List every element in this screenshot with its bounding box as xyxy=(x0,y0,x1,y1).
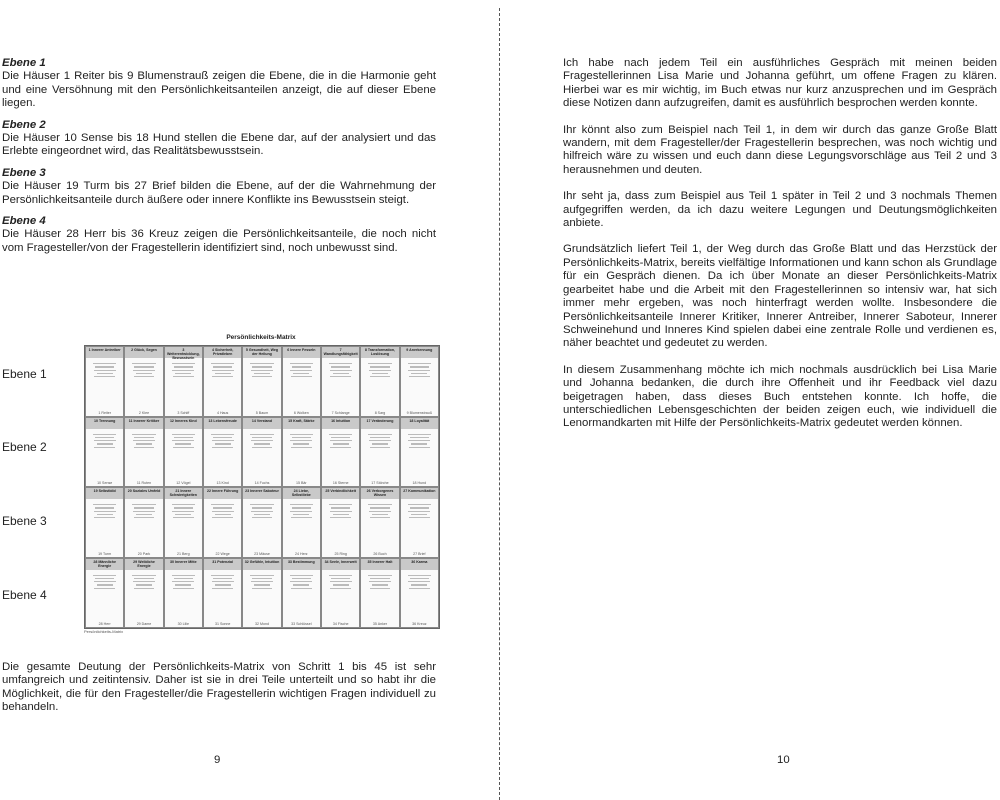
matrix-cell-text xyxy=(165,570,202,594)
matrix-cell-head: 9 Anerkennung xyxy=(401,347,438,358)
matrix-cell-head: 31 Potenzial xyxy=(204,559,241,570)
matrix-cell xyxy=(85,417,124,488)
matrix-cell-head: 11 Innerer Kritiker xyxy=(125,418,162,429)
matrix-cell xyxy=(124,417,163,488)
right-paragraph-3: Ihr seht ja, dass zum Beispiel aus Teil 1 später in Teil 2 und 3 nochmals Themen aufgegriffen werden, da ich dazu weitere Legungen und Deutungsmöglichkeiten anbiete. xyxy=(563,190,997,230)
matrix-cell xyxy=(85,346,124,417)
row-label-ebene-2: Ebene 2 xyxy=(2,440,47,454)
matrix-cell xyxy=(321,346,360,417)
matrix-cell xyxy=(124,487,163,558)
matrix-cell-head: 18 Loyalität xyxy=(401,418,438,429)
matrix-cell-number: 34 Fische xyxy=(332,622,349,626)
matrix-cell-text xyxy=(322,358,359,382)
left-page xyxy=(0,0,498,800)
matrix-cell-head: 22 Innere Führung xyxy=(204,488,241,499)
matrix-figure xyxy=(0,334,440,634)
matrix-cell-text xyxy=(401,570,438,594)
matrix-cell xyxy=(203,346,242,417)
page-number-right: 10 xyxy=(777,754,790,766)
page-divider xyxy=(499,8,500,800)
matrix-cell-text xyxy=(361,570,398,594)
matrix-cell-head: 27 Kommunikation xyxy=(401,488,438,499)
page-number-left: 9 xyxy=(214,754,221,766)
matrix-cell-text xyxy=(125,570,162,594)
matrix-cell-number: 1 Reiter xyxy=(98,410,111,415)
matrix-cell xyxy=(400,346,439,417)
matrix-cell-head: 34 Seele, Innerwelt xyxy=(322,559,359,570)
matrix-cell xyxy=(321,558,360,629)
matrix-cell-text xyxy=(283,499,320,523)
matrix-cell-number: 32 Mond xyxy=(254,622,269,626)
matrix-cell xyxy=(124,346,163,417)
matrix-cell-number: 33 Schlüssel xyxy=(291,622,312,626)
matrix-cell-text xyxy=(243,499,280,523)
matrix-cell xyxy=(321,417,360,488)
matrix-cell xyxy=(360,346,399,417)
matrix-cell-number: 28 Herr xyxy=(98,622,111,626)
matrix-cell xyxy=(124,558,163,629)
matrix-cell xyxy=(360,558,399,629)
right-paragraph-2: Ihr könnt also zum Beispiel nach Teil 1, in dem wir durch das ganze Große Blatt wandern, mit dem Fragesteller/der Fragestellerin besprechen, was noch wichtig und hilfreich wäre zu wissen und euch dann diese Legungsvorschläge aus Teil 2 und 3 herausnehmen und deuten. xyxy=(563,123,997,176)
matrix-cell-head: 5 Gesundheit, Weg der Heilung xyxy=(243,347,280,358)
left-bottom-paragraph xyxy=(2,661,436,715)
ebene-4-title: Ebene 4 xyxy=(2,215,46,228)
matrix-cell-head: 1 Innerer Antreiber xyxy=(86,347,123,358)
matrix-cell xyxy=(164,558,203,629)
right-paragraph-5: In diesem Zusammenhang möchte ich mich nochmals ausdrücklich bei Lisa Marie und Johanna bedanken, die durch ihre Offenheit und ihr Feedback viel dazu beigetragen haben, dass dieses Buch entstehen konnte. Ich hoffe, die unterschiedlichen Lebensgeschichten der beiden zeigen euch, wie individuell die Lenormandkarten mit Hilfe der Persönlichkeits-Matrix gedeutet werden können. xyxy=(563,363,997,430)
matrix-cell-text xyxy=(86,358,123,382)
matrix-cell-head: 35 Innerer Halt xyxy=(361,559,398,570)
matrix-cell-number: 22 Wege xyxy=(215,551,230,556)
matrix-cell-number: 15 Bär xyxy=(296,481,307,485)
ebene-2-block xyxy=(2,119,436,159)
matrix-cell-head: 30 Innerer Mitte xyxy=(165,559,202,570)
matrix-cell-text xyxy=(125,499,162,523)
matrix-cell-number: 7 Schlange xyxy=(331,410,350,415)
left-bottom-text: Die gesamte Deutung der Persönlichkeits-Matrix von Schritt 1 bis 45 ist sehr umfangreich und zeitintensiv. Daher ist sie in drei Teile unterteilt und so habt ihr die Möglichkeit, die für den Fragesteller/die Fragestellerin wichtigen Fragen individuell zu behandeln. xyxy=(2,661,436,714)
matrix-cell-text xyxy=(243,358,280,382)
matrix-grid xyxy=(84,345,440,629)
matrix-cell-text xyxy=(204,499,241,523)
matrix-cell-head: 25 Verbindlichkeit xyxy=(322,488,359,499)
matrix-cell-text xyxy=(283,429,320,453)
matrix-cell-text xyxy=(86,499,123,523)
matrix-cell-head: 19 Selbstbild xyxy=(86,488,123,499)
matrix-cell-head: 8 Transformation, Loslösung xyxy=(361,347,398,358)
matrix-cell-text xyxy=(361,358,398,382)
matrix-cell-head: 23 Innerer Saboteur xyxy=(243,488,280,499)
matrix-cell-number: 36 Kreuz xyxy=(412,622,427,626)
matrix-cell xyxy=(282,417,321,488)
matrix-cell-number: 19 Turm xyxy=(98,551,112,556)
matrix-cell-head: 13 Lebensfreude xyxy=(204,418,241,429)
matrix-cell xyxy=(321,487,360,558)
matrix-cell xyxy=(360,417,399,488)
matrix-cell-head: 28 Männliche Energie xyxy=(86,559,123,570)
matrix-cell-number: 13 Kind xyxy=(216,481,229,485)
matrix-cell xyxy=(164,346,203,417)
matrix-cell-number: 16 Sterne xyxy=(332,481,349,485)
matrix-cell-head: 33 Bestimmung xyxy=(283,559,320,570)
matrix-cell xyxy=(242,487,281,558)
matrix-cell-number: 18 Hund xyxy=(412,481,427,485)
matrix-cell-text xyxy=(125,358,162,382)
matrix-cell-head: 26 Verborgenes Wissen xyxy=(361,488,398,499)
ebene-3-block xyxy=(2,167,436,207)
ebene-4-block xyxy=(2,215,436,255)
matrix-cell xyxy=(400,487,439,558)
matrix-cell-head: 36 Karma xyxy=(401,559,438,570)
matrix-cell xyxy=(282,346,321,417)
matrix-cell xyxy=(85,487,124,558)
matrix-cell-head: 6 Innere Fesseln xyxy=(283,347,320,358)
matrix-cell-number: 2 Klee xyxy=(138,410,150,415)
ebene-1-title: Ebene 1 xyxy=(2,57,46,69)
matrix-cell-number: 9 Blumenstrauß xyxy=(406,410,432,415)
matrix-cell-text xyxy=(283,570,320,594)
matrix-cell xyxy=(360,487,399,558)
matrix-cell xyxy=(282,487,321,558)
matrix-cell-number: 23 Mäuse xyxy=(254,551,270,556)
matrix-cell-text xyxy=(361,429,398,453)
matrix-cell-head: 24 Liebe, Selbstliebe xyxy=(283,488,320,499)
matrix-cell-number: 11 Ruten xyxy=(136,481,152,485)
matrix-cell-head: 32 Gefühle, Intuition xyxy=(243,559,280,570)
matrix-cell xyxy=(242,417,281,488)
matrix-cell xyxy=(282,558,321,629)
matrix-cell-text xyxy=(401,499,438,523)
ebene-1-block xyxy=(2,57,436,111)
right-text-column xyxy=(563,57,997,444)
matrix-cell-head: 2 Glück, Segen xyxy=(125,347,162,358)
matrix-cell-number: 17 Störche xyxy=(371,481,389,485)
matrix-cell-number: 26 Buch xyxy=(373,551,387,556)
matrix-cell xyxy=(203,558,242,629)
matrix-cell-head: 7 Wandlungsfähigkeit xyxy=(323,348,358,357)
matrix-cell-text xyxy=(243,429,280,453)
matrix-cell-number: 8 Sarg xyxy=(374,410,386,415)
row-label-ebene-4: Ebene 4 xyxy=(2,588,47,602)
matrix-cell-text xyxy=(165,358,202,382)
matrix-cell-head: 16 Intuition xyxy=(322,418,359,429)
matrix-cell-head: 10 Trennung xyxy=(86,418,123,429)
matrix-cell-head: 3 Weiterentwicklung, Bewusstsein xyxy=(165,347,202,358)
matrix-cell-text xyxy=(322,499,359,523)
matrix-cell-head: 29 Weibliche Energie xyxy=(125,559,162,570)
matrix-cell-number: 24 Herz xyxy=(295,551,308,556)
matrix-cell-head: 12 Inneres Kind xyxy=(165,418,202,429)
matrix-cell-number: 6 Wolken xyxy=(293,410,309,415)
matrix-cell xyxy=(164,417,203,488)
ebene-2-text: Die Häuser 10 Sense bis 18 Hund stellen die Ebene dar, auf der analysiert und das Erlebte eingeordnet wird, das Realitätsbewusstsein. xyxy=(2,132,436,158)
matrix-cell-number: 14 Fuchs xyxy=(254,481,270,485)
ebene-descriptions xyxy=(2,57,436,263)
matrix-cell-head: 4 Sicherheit, Privatleben xyxy=(204,347,241,358)
matrix-cell-number: 4 Haus xyxy=(216,410,229,415)
matrix-cell-text xyxy=(243,570,280,594)
right-paragraph-1: Ich habe nach jedem Teil ein ausführliches Gespräch mit meinen beiden Fragestellerinnen Lisa Marie und Johanna geführt, um offene Fragen zu klären. Hierbei war es mir wichtig, im Buch etwas nur kurz anzusprechen und im Gespräch diese Notizen dann aufzugreifen, damit es ausführlich besprochen werden konnte. xyxy=(563,57,997,110)
matrix-cell-number: 12 Vögel xyxy=(176,481,191,485)
matrix-cell xyxy=(164,487,203,558)
matrix-cell xyxy=(242,558,281,629)
matrix-cell-head: 20 Soziales Umfeld xyxy=(125,488,162,499)
right-page xyxy=(502,0,1000,800)
matrix-cell xyxy=(85,558,124,629)
matrix-cell-number: 10 Sense xyxy=(97,481,113,485)
matrix-cell-head: 15 Kraft, Stärke xyxy=(283,418,320,429)
matrix-title: Persönlichkeits-Matrix xyxy=(226,334,296,341)
matrix-cell-text xyxy=(125,429,162,453)
matrix-footer: Persönlichkeits-Matrix xyxy=(84,629,124,634)
matrix-cell xyxy=(203,417,242,488)
ebene-4-text: Die Häuser 28 Herr bis 36 Kreuz zeigen die Persönlichkeitsanteile, die noch nicht vom Fragesteller/von der Fragestellerin identifiziert sind, noch unbewusst sind. xyxy=(2,228,436,254)
matrix-cell-number: 3 Schiff xyxy=(177,410,190,415)
ebene-3-text: Die Häuser 19 Turm bis 27 Brief bilden die Ebene, auf der die Wahrnehmung der Persönlichkeitsanteile durch äußere oder innere Konflikte ins Bewusstsein steigt. xyxy=(2,180,436,206)
matrix-cell-number: 31 Sonne xyxy=(214,622,231,626)
matrix-cell-text xyxy=(361,499,398,523)
matrix-cell-text xyxy=(86,570,123,594)
matrix-cell-text xyxy=(401,358,438,382)
ebene-2-title: Ebene 2 xyxy=(2,118,46,131)
matrix-cell-text xyxy=(322,429,359,453)
ebene-3-title: Ebene 3 xyxy=(2,166,46,179)
matrix-cell-text xyxy=(322,570,359,594)
matrix-cell-number: 29 Dame xyxy=(136,622,152,626)
matrix-cell xyxy=(203,487,242,558)
matrix-cell-number: 30 Lilie xyxy=(177,622,190,626)
matrix-cell-text xyxy=(204,358,241,382)
matrix-cell-number: 21 Berg xyxy=(177,551,190,556)
row-label-ebene-1: Ebene 1 xyxy=(2,367,47,381)
matrix-cell-head: 17 Veränderung xyxy=(361,418,398,429)
matrix-cell-number: 35 Anker xyxy=(372,622,388,626)
matrix-cell-number: 25 Ring xyxy=(334,551,347,556)
matrix-cell xyxy=(400,558,439,629)
matrix-cell-text xyxy=(204,570,241,594)
right-paragraph-4: Grundsätzlich liefert Teil 1, der Weg durch das Große Blatt und das Herzstück der Persönlichkeits-Matrix, bereits vielfältige Informationen und kann schon als Grundlage für ein Gespräch dienen. Da ich über Monate an dieser Persönlichkeits-Matrix gearbeitet habe und die Arbeit mit den Fragestellerinnen so intensiv war, hat sich immer mehr ergeben, was noch hinterfragt werden wollte. Insbesondere die Persönlichkeitsanteile Innerer Kritiker, Innerer Antreiber, Innerer Saboteur, Innerer Schweinehund und Inneres Kind spielen dabei eine zentrale Rolle und verdienen es, näher beachtet und gedeutet zu werden. xyxy=(563,243,997,350)
row-label-ebene-3: Ebene 3 xyxy=(2,514,47,528)
matrix-cell xyxy=(400,417,439,488)
matrix-cell xyxy=(242,346,281,417)
matrix-cell-number: 27 Brief xyxy=(413,551,426,556)
matrix-cell-text xyxy=(165,429,202,453)
matrix-cell-text xyxy=(86,429,123,453)
matrix-cell-text xyxy=(283,358,320,382)
matrix-cell-head: 14 Verstand xyxy=(243,418,280,429)
matrix-cell-text xyxy=(401,429,438,453)
ebene-1-text: Die Häuser 1 Reiter bis 9 Blumenstrauß zeigen die Ebene, die in die Harmonie geht und eine Versöhnung mit den Persönlichkeitsanteilen anzeigt, die auf dieser Ebene liegen. xyxy=(2,70,436,110)
matrix-cell-head: 21 Innere Schwierigkeiten xyxy=(165,488,202,499)
matrix-cell-text xyxy=(165,499,202,523)
matrix-cell-number: 20 Park xyxy=(137,551,151,556)
matrix-cell-text xyxy=(204,429,241,453)
matrix-cell-number: 5 Baum xyxy=(255,410,269,415)
